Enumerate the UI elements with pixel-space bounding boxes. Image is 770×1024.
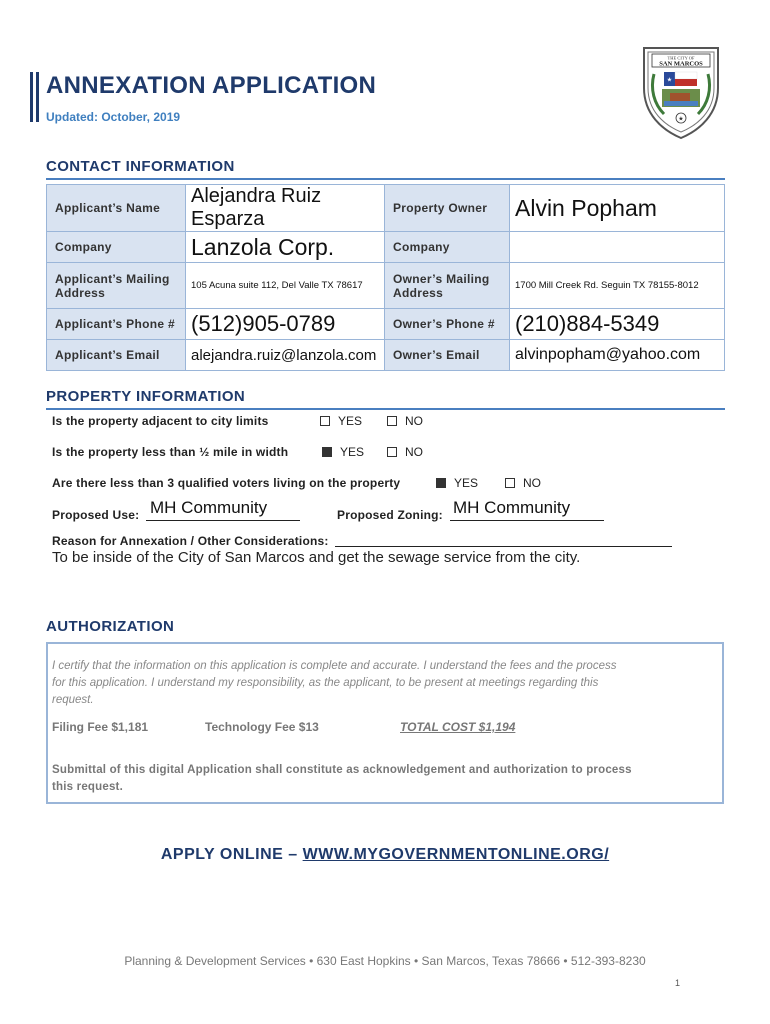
applicant-email-field[interactable]: alejandra.ruiz@lanzola.com [186,340,385,371]
certify-line-2: for this application. I understand my responsibility, as the applicant, to be present at meetings regarding this [52,677,599,689]
label-property-owner: Property Owner [385,185,510,232]
voters-yes-checkbox[interactable] [436,478,446,488]
adjacent-yes-label: YES [338,414,363,428]
contact-table [46,184,725,371]
adjacent-yes-option[interactable] [320,414,362,428]
reason-line [335,532,672,547]
label-owner-company: Company [385,232,510,263]
page-number: 1 [675,978,681,988]
authorization-section-heading: AUTHORIZATION [46,618,175,635]
title-accent-bar [36,72,39,122]
page-title: ANNEXATION APPLICATION [46,72,377,99]
total-cost: TOTAL COST $1,194 [400,720,516,734]
proposed-use-label: Proposed Use: [52,508,140,522]
label-owner-phone: Owner’s Phone # [385,309,510,340]
label-applicant-company: Company [47,232,186,263]
apply-online-link[interactable]: WWW.MYGOVERNMENTONLINE.ORG/ [302,846,610,863]
table-row [47,263,725,309]
voters-yes-label: YES [454,476,479,490]
adjacent-no-checkbox[interactable] [387,416,397,426]
label-applicant-address: Applicant’s Mailing Address [47,263,186,309]
svg-text:★: ★ [666,77,673,84]
apply-online-banner [0,846,770,864]
contact-section-heading: CONTACT INFORMATION [46,158,235,175]
owner-phone-field[interactable]: (210)884-5349 [510,309,725,340]
adjacent-no-label: NO [405,414,423,428]
label-applicant-name: Applicant’s Name [47,185,186,232]
table-row [47,185,725,232]
table-row [47,340,725,371]
label-applicant-email: Applicant’s Email [47,340,186,371]
filing-fee: Filing Fee $1,181 [52,720,149,734]
title-accent-bar [30,72,33,122]
technology-fee: Technology Fee $13 [205,720,319,734]
proposed-zoning-field[interactable]: MH Community [453,498,571,517]
width-yes-option[interactable] [322,445,364,459]
question-width: Is the property less than ½ mile in width [52,445,289,459]
voters-no-checkbox[interactable] [505,478,515,488]
reason-label: Reason for Annexation / Other Considerations: [52,534,329,548]
applicant-phone-field[interactable]: (512)905-0789 [186,309,385,340]
adjacent-yes-checkbox[interactable] [320,416,330,426]
submittal-line-2: this request. [52,781,123,793]
city-seal-logo [640,44,722,142]
submittal-line-1: Submittal of this digital Application shall constitute as acknowledgement and authorization to process [52,764,632,776]
svg-text:★: ★ [678,116,684,123]
certify-line-3: request. [52,694,94,706]
updated-date: Updated: October, 2019 [46,110,181,124]
width-no-label: NO [405,445,423,459]
apply-online-prefix: APPLY ONLINE – [160,846,303,863]
voters-yes-option[interactable] [436,476,478,490]
footer-contact: Planning & Development Services • 630 East Hopkins • San Marcos, Texas 78666 • 512-393-8230 [124,954,646,968]
voters-no-label: NO [523,476,541,490]
applicant-address-field[interactable]: 105 Acuna suite 112, Del Valle TX 78617 [186,263,385,309]
seal-top-text: THE CITY OF [667,55,695,61]
owner-company-field[interactable] [510,232,725,263]
seal-name: SAN MARCOS [659,60,703,68]
applicant-company-field[interactable]: Lanzola Corp. [186,232,385,263]
question-voters: Are there less than 3 qualified voters living on the property [52,476,401,490]
width-no-option[interactable] [387,445,423,459]
width-yes-checkbox[interactable] [322,447,332,457]
table-row [47,232,725,263]
property-owner-field[interactable]: Alvin Popham [510,185,725,232]
label-owner-address: Owner’s Mailing Address [385,263,510,309]
reason-field[interactable]: To be inside of the City of San Marcos and get the sewage service from the city. [52,549,581,566]
owner-email-field[interactable]: alvinpopham@yahoo.com [510,340,725,371]
owner-address-field[interactable]: 1700 Mill Creek Rd. Seguin TX 78155-8012 [510,263,725,309]
certify-line-1: I certify that the information on this application is complete and accurate. I understand the fees and the process [52,660,617,672]
width-no-checkbox[interactable] [387,447,397,457]
width-yes-label: YES [340,445,365,459]
adjacent-no-option[interactable] [387,414,423,428]
label-owner-email: Owner’s Email [385,340,510,371]
table-row [47,309,725,340]
voters-no-option[interactable] [505,476,541,490]
section-divider [46,178,725,180]
section-divider [46,408,725,410]
proposed-use-field[interactable]: MH Community [150,498,268,517]
property-section-heading: PROPERTY INFORMATION [46,388,246,405]
applicant-name-field[interactable]: Alejandra Ruiz Esparza [186,185,385,232]
question-adjacent: Is the property adjacent to city limits [52,414,269,428]
label-applicant-phone: Applicant’s Phone # [47,309,186,340]
proposed-zoning-label: Proposed Zoning: [337,508,443,522]
